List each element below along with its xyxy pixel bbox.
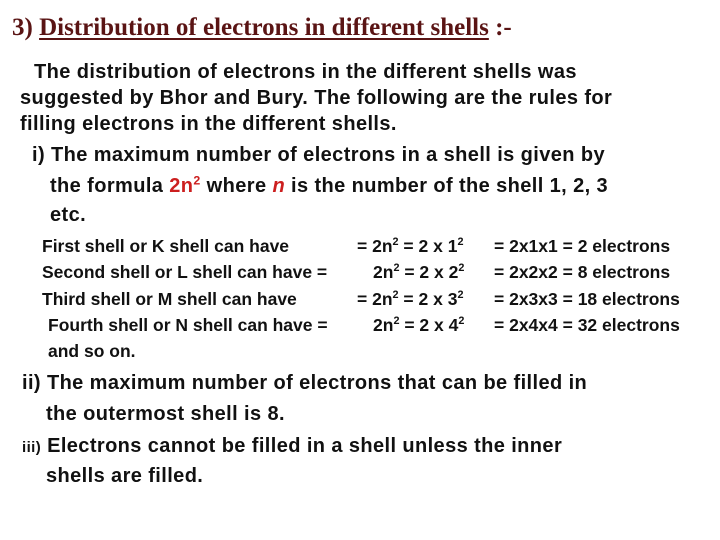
rule2-line-1 — [22, 372, 587, 395]
rule1-formula-exp: 2 — [193, 173, 201, 188]
rule2-line-2: the outermost shell is 8. — [46, 403, 285, 425]
shell-n-formula-exp: 2 — [393, 315, 400, 328]
shell-m-formula-base: = 2n — [357, 289, 393, 309]
intro-line-3: filling electrons in the different shells. — [20, 113, 397, 135]
shell-m-eq: = 2 x 3 — [403, 289, 458, 309]
rule1-line-1 — [32, 144, 605, 167]
rule3-line-2: shells are filled. — [46, 465, 204, 487]
intro-line-2: suggested by Bhor and Bury. The following are the rules for — [20, 87, 613, 109]
shell-row-m-formula — [357, 289, 463, 310]
shell-l-formula-base: 2n — [373, 262, 394, 282]
shell-row-k-formula — [357, 236, 463, 257]
shell-row-m-label: Third shell or M shell can have — [42, 289, 297, 309]
shell-row-n-formula — [373, 315, 464, 336]
shell-row-l-formula — [373, 262, 464, 283]
shell-row-l-label: Second shell or L shell can have = — [42, 262, 328, 282]
rule1-formula-base: 2n — [169, 175, 194, 197]
rule1-marker: i) — [32, 144, 46, 166]
shell-row-k-result: = 2x1x1 = 2 electrons — [494, 236, 671, 256]
shell-n-eq: = 2 x 4 — [404, 315, 459, 335]
rule1-var-n: n — [272, 175, 286, 197]
intro-line-1: The distribution of electrons in the different shells was — [34, 61, 577, 83]
rule1-line-3: etc. — [50, 204, 87, 226]
title-number: 3) — [12, 14, 33, 41]
shell-k-formula-exp: 2 — [392, 236, 399, 249]
rule1-formula — [169, 175, 200, 197]
shell-row-l-result: = 2x2x2 = 8 electrons — [494, 262, 671, 282]
rule2-marker: ii) — [22, 372, 41, 394]
rule3-text-1: Electrons cannot be filled in a shell unless the inner — [47, 435, 563, 457]
and-so-on: and so on. — [48, 341, 136, 361]
shell-l-eq-exp: 2 — [458, 262, 465, 275]
shell-m-eq-exp: 2 — [457, 289, 464, 302]
rule1-text-1: The maximum number of electrons in a shell is given by — [51, 144, 605, 166]
rule2-text-1: The maximum number of electrons that can be filled in — [46, 372, 588, 394]
title-text: Distribution of electrons in different shells — [39, 14, 489, 41]
shell-row-n-label: Fourth shell or N shell can have = — [48, 315, 328, 335]
shell-m-formula-exp: 2 — [392, 289, 399, 302]
rule3-marker: iii) — [22, 439, 42, 456]
shell-l-formula-exp: 2 — [393, 262, 400, 275]
title-suffix: :- — [495, 14, 512, 41]
shell-k-eq-exp: 2 — [457, 236, 464, 249]
shell-n-formula-base: 2n — [373, 315, 394, 335]
page-title — [12, 14, 512, 42]
shell-row-m-result: = 2x3x3 = 18 electrons — [494, 289, 680, 309]
shell-k-formula-base: = 2n — [357, 236, 393, 256]
rule1-line-2 — [50, 175, 608, 198]
rule1-text-2b: where — [206, 175, 267, 197]
rule1-text-2c: is the number of the shell 1, 2, 3 — [291, 175, 609, 197]
rule3-line-1 — [22, 435, 562, 458]
shell-l-eq: = 2 x 2 — [404, 262, 459, 282]
rule1-text-2a: the formula — [50, 175, 164, 197]
shell-k-eq: = 2 x 1 — [403, 236, 458, 256]
shell-row-k-label: First shell or K shell can have — [42, 236, 290, 256]
shell-n-eq-exp: 2 — [458, 315, 465, 328]
shell-row-n-result: = 2x4x4 = 32 electrons — [494, 315, 680, 335]
